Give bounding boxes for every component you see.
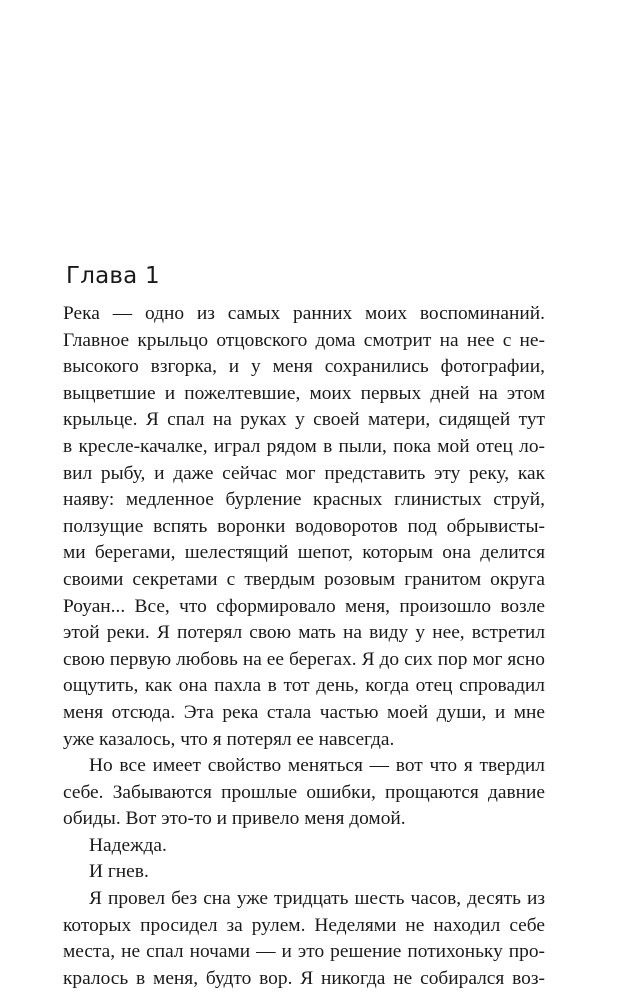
text-line: этой реки. Я потерял свою мать на виду у нее, встретил xyxy=(63,622,545,644)
text-line: крыльце. Я спал на руках у своей матери, сидящей тут xyxy=(63,409,545,431)
text-line: Главное крыльцо отцовского дома смотрит на нее с не- xyxy=(63,329,545,351)
text-line: уже казалось, что я потерял ее навсегда. xyxy=(63,728,395,750)
text-line: Роуан... Все, что сформировало меня, произошло возле xyxy=(63,595,545,617)
text-line: Но все имеет свойство меняться — вот что я твердил xyxy=(89,755,545,777)
text-line: в кресле-качалке, играл рядом в пыли, пока мой отец ло- xyxy=(63,435,545,457)
text-line: кралось в меня, будто вор. Я никогда не собирался воз- xyxy=(63,967,545,989)
text-line: себе. Забываются прошлые ошибки, прощаются давние xyxy=(63,781,545,803)
text-line: места, не спал ночами — и это решение потихоньку про- xyxy=(63,941,545,963)
text-line: ощутить, как она пахла в тот день, когда отец спровадил xyxy=(63,675,545,697)
text-line: Река — одно из самых ранних моих воспоминаний. xyxy=(63,303,545,324)
text-line: ползущие вспять воронки водоворотов под обрывисты- xyxy=(63,515,545,537)
chapter-title: Глава 1 xyxy=(66,263,160,289)
text-line: которых просидел за рулем. Неделями не находил себе xyxy=(63,914,545,936)
text-line: свою первую любовь на ее берегах. Я до сих пор мог ясно xyxy=(63,648,545,670)
text-line: своими секретами с твердым розовым гранитом округа xyxy=(63,568,545,590)
text-line: ми берегами, шелестящий шепот, которым она делится xyxy=(63,542,545,564)
text-line: выцветшие и пожелтевшие, моих первых дней на этом xyxy=(63,382,545,404)
text-line: Я провел без сна уже тридцать шесть часов, десять из xyxy=(89,888,545,910)
text-line: меня отсюда. Эта река стала частью моей души, и мне xyxy=(63,701,545,723)
text-line: обиды. Вот это-то и привело меня домой. xyxy=(63,808,406,830)
text-line: Надежда. xyxy=(89,834,167,856)
chapter-body xyxy=(63,301,545,992)
text-line: высокого взгорка, и у меня сохранились фотографии, xyxy=(63,356,545,378)
text-line: И гнев. xyxy=(89,861,149,883)
text-line: наяву: медленное бурление красных глинистых струй, xyxy=(63,489,545,511)
text-line: вил рыбу, и даже сейчас мог представить эту реку, как xyxy=(63,462,545,484)
